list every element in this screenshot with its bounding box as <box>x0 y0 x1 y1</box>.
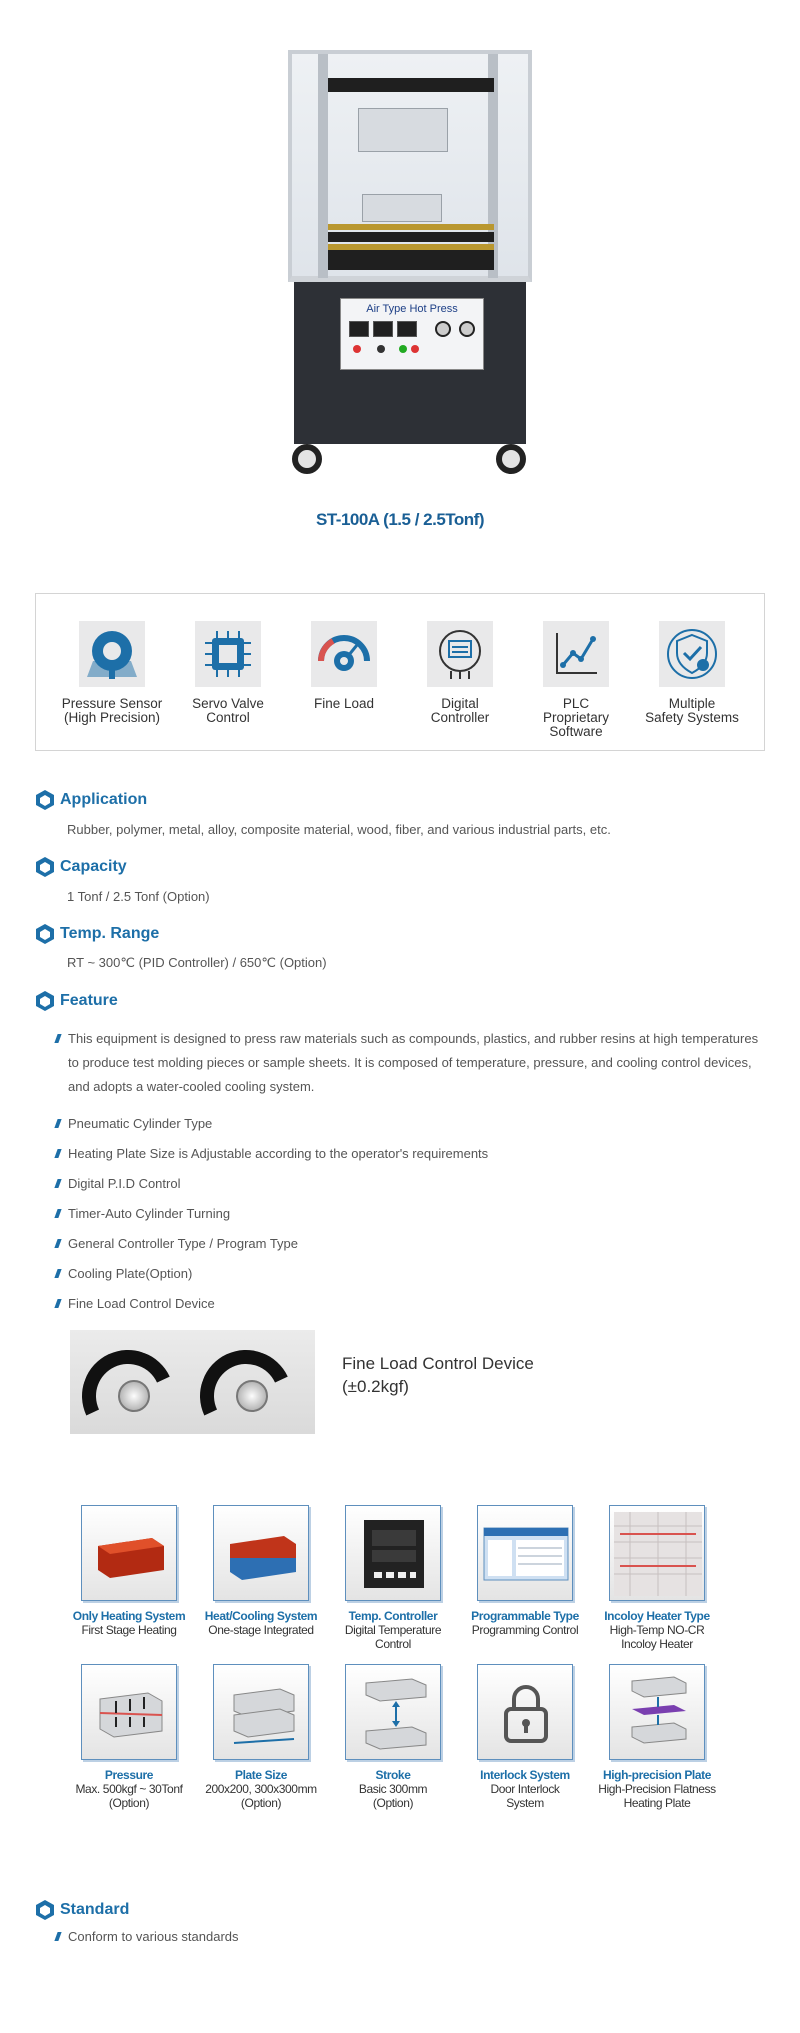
section-standard-heading <box>36 1900 129 1920</box>
feature-item: Timer-Auto Cylinder Turning <box>56 1202 766 1226</box>
section-application-heading <box>36 790 147 810</box>
line-chart-icon <box>543 621 609 687</box>
section-bullet-icon <box>36 991 54 1011</box>
section-title: Feature <box>60 992 118 1009</box>
option-desc: High-Temp NO-CR Incoloy Heater <box>609 1623 705 1651</box>
option-programmable-type <box>460 1505 590 1637</box>
feature-label: Fine Load <box>313 696 375 711</box>
option-desc: One-stage Integrated <box>208 1623 314 1637</box>
feature-item: Fine Load Control Device <box>56 1292 766 1316</box>
pressure-sensor-icon <box>79 621 145 687</box>
fine-load-title: Fine Load Control Device <box>342 1354 534 1373</box>
section-bullet-icon <box>36 1900 54 1920</box>
feature-plc-software <box>518 621 634 739</box>
digital-controller-icon <box>427 621 493 687</box>
option-name: Heat/Cooling System <box>204 1609 318 1623</box>
option-desc: Basic 300mm (Option) <box>358 1782 428 1810</box>
heat-cool-block-icon <box>213 1505 309 1601</box>
option-name: High-precision Plate <box>602 1768 712 1782</box>
section-bullet-icon <box>36 790 54 810</box>
option-heating-system <box>64 1505 194 1637</box>
option-desc: High-Precision Flatness Heating Plate <box>598 1782 716 1810</box>
option-name: Stroke <box>375 1768 411 1782</box>
feature-label: Pressure Sensor (High Precision) <box>61 696 163 725</box>
feature-item: General Controller Type / Program Type <box>56 1232 766 1256</box>
fine-load-subtitle: (±0.2kgf) <box>342 1377 409 1396</box>
feature-label: Servo Valve Control <box>192 696 264 725</box>
feature-item: Cooling Plate(Option) <box>56 1262 766 1286</box>
feature-safety-systems <box>634 621 750 725</box>
section-temp-range-heading <box>36 924 159 944</box>
section-title: Standard <box>60 1901 130 1918</box>
section-bullet-icon <box>36 857 54 877</box>
section-title: Application <box>60 791 148 808</box>
servo-valve-chip-icon <box>195 621 261 687</box>
capacity-text: 1 Tonf / 2.5 Tonf (Option) <box>67 889 210 904</box>
feature-fine-load <box>286 621 402 711</box>
heater-plate-icon <box>609 1505 705 1601</box>
control-panel <box>340 298 484 370</box>
temp-range-text: RT ~ 300℃ (PID Controller) / 650℃ (Option) <box>67 955 327 970</box>
temp-controller-icon <box>345 1505 441 1601</box>
option-desc: Digital Temperature Control <box>344 1623 442 1651</box>
gauge-icon <box>311 621 377 687</box>
panel-title: Air Type Hot Press <box>366 303 458 315</box>
option-interlock-system <box>460 1664 590 1810</box>
program-screen-icon <box>477 1505 573 1601</box>
feature-label: Digital Controller <box>430 696 490 725</box>
heating-block-icon <box>81 1505 177 1601</box>
feature-label: Multiple Safety Systems <box>645 696 739 725</box>
product-hero <box>0 0 800 560</box>
section-bullet-icon <box>36 924 54 944</box>
option-desc: Door Interlock System <box>490 1782 560 1810</box>
feature-item: This equipment is designed to press raw materials such as compounds, plastics, and rubber resins at high temperatures to produce test molding pieces or sample sheets. It is composed of temperature, pressure, and cooling control devices, and adopts a water-cooled cooling system. <box>56 1027 766 1099</box>
feature-label: PLC Proprietary Software <box>542 696 610 739</box>
option-stroke <box>328 1664 458 1810</box>
stroke-icon <box>345 1664 441 1760</box>
feature-pressure-sensor <box>54 621 170 725</box>
option-name: Only Heating System <box>72 1609 186 1623</box>
fine-load-knob-image <box>70 1330 315 1434</box>
feature-digital-controller <box>402 621 518 725</box>
application-text: Rubber, polymer, metal, alloy, composite material, wood, fiber, and various industrial parts, etc. <box>67 822 611 837</box>
option-desc: 200x200, 300x300mm (Option) <box>205 1782 317 1810</box>
feature-item: Digital P.I.D Control <box>56 1172 766 1196</box>
option-name: Temp. Controller <box>348 1609 438 1623</box>
option-name: Pressure <box>104 1768 154 1782</box>
option-high-precision-plate <box>592 1664 722 1810</box>
standard-item: Conform to various standards <box>56 1925 766 1949</box>
option-temp-controller <box>328 1505 458 1651</box>
option-name: Programmable Type <box>471 1609 579 1623</box>
option-desc: First Stage Heating <box>81 1623 177 1637</box>
section-feature-heading <box>36 991 118 1011</box>
section-capacity-heading <box>36 857 127 877</box>
option-desc: Programming Control <box>471 1623 579 1637</box>
feature-item: Heating Plate Size is Adjustable according to the operator's requirements <box>56 1142 766 1166</box>
option-plate-size <box>196 1664 326 1810</box>
option-pressure <box>64 1664 194 1810</box>
hot-press-machine-image <box>288 50 532 490</box>
feature-item: Pneumatic Cylinder Type <box>56 1112 766 1136</box>
option-name: Incoloy Heater Type <box>604 1609 710 1623</box>
shield-icon <box>659 621 725 687</box>
section-title: Capacity <box>60 858 127 875</box>
precision-plate-icon <box>609 1664 705 1760</box>
model-name: ST-100A (1.5 / 2.5Tonf) <box>316 510 484 529</box>
option-name: Interlock System <box>480 1768 570 1782</box>
pressure-block-icon <box>81 1664 177 1760</box>
option-heat-cool-system <box>196 1505 326 1637</box>
option-desc: Max. 500kgf ~ 30Tonf (Option) <box>75 1782 183 1810</box>
lock-icon <box>477 1664 573 1760</box>
option-name: Plate Size <box>234 1768 288 1782</box>
section-title: Temp. Range <box>60 925 160 942</box>
option-incoloy-heater <box>592 1505 722 1651</box>
feature-icon-box <box>35 593 765 751</box>
plate-size-icon <box>213 1664 309 1760</box>
feature-servo-valve <box>170 621 286 725</box>
